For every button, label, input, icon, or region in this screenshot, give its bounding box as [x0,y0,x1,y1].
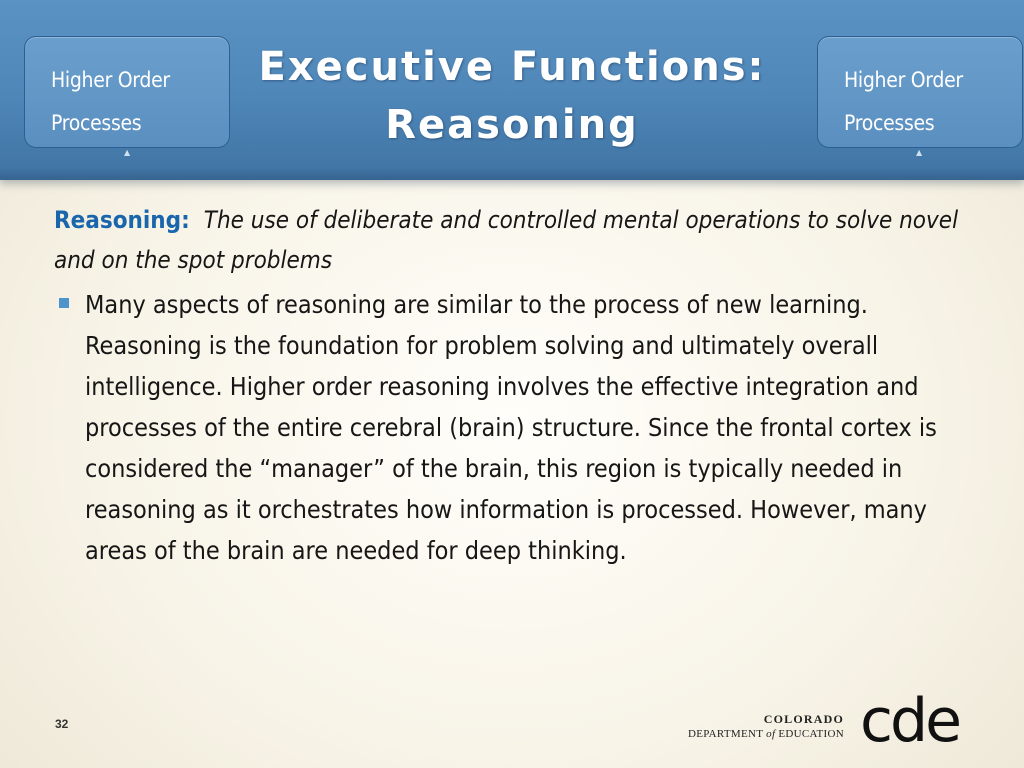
definition-text: The use of deliberate and controlled mental operations to solve novel and on the spot problems [54,206,959,274]
nav-label-right-line2: Processes [844,111,935,135]
nav-label-right-line1: Higher Order [844,68,963,92]
logo-department-post: EDUCATION [775,728,844,740]
slide-title-line1: Executive Functions: [258,44,766,90]
nav-label-right [844,59,1014,145]
higher-order-processes-button-left[interactable] [24,36,230,148]
slide-content [54,200,984,571]
cde-logo-mark-text: cde [860,694,959,752]
cde-logo-mark [860,694,990,752]
caret-up-icon: ▲ [124,148,131,157]
nav-label-left-line1: Higher Order [51,68,170,92]
header-shadow [0,168,1024,180]
logo-department-pre: DEPARTMENT [688,728,767,740]
definition [54,200,984,280]
logo-department-text [688,728,844,740]
bullet-item [54,284,984,571]
cde-logo [690,694,990,752]
higher-order-processes-button-right[interactable] [817,36,1023,148]
bullet-text: Many aspects of reasoning are similar to the process of new learning. Reasoning is the foundation for problem solving and ultimately overall intelligence. Higher order reasoning involves the effective integration and processes of the entire cerebral (brain) structure. Since the frontal cortex is considered the “manager” of the brain, this region is typically needed in reasoning as it orchestrates how information is processed. However, many areas of the brain are needed for deep thinking. [85,290,937,565]
logo-department-of: of [766,728,776,740]
logo-colorado-text: COLORADO [763,712,844,726]
caret-up-icon: ▲ [916,148,923,157]
square-bullet-icon [59,298,69,308]
nav-label-left-line2: Processes [51,111,142,135]
page-number: 32 [55,717,69,731]
nav-label-left [51,59,221,145]
definition-term: Reasoning: [54,206,190,234]
slide-title [230,38,794,154]
slide-title-line2: Reasoning [385,102,639,148]
